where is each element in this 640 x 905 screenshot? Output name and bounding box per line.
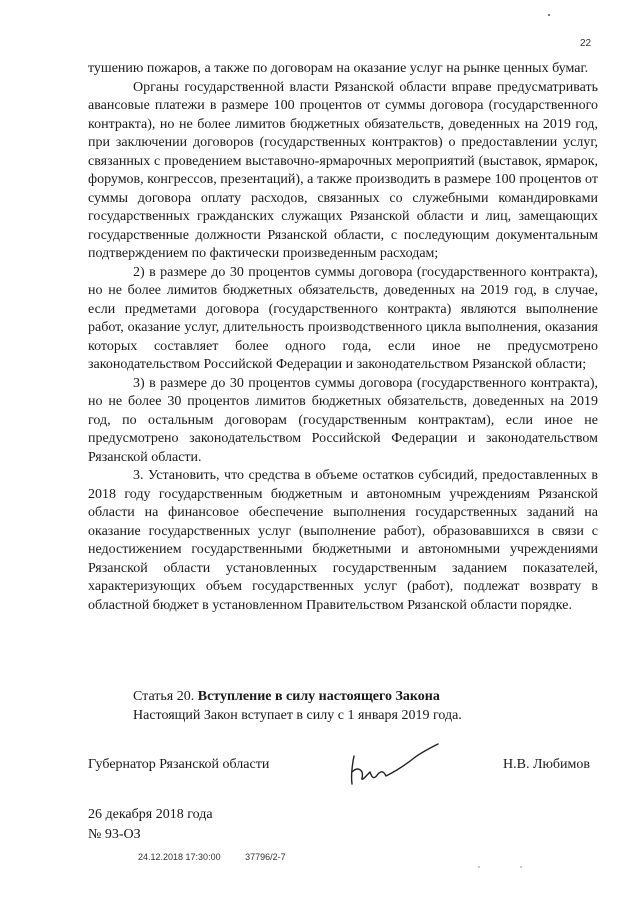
governor-name: Н.В. Любимов: [503, 757, 590, 772]
paragraph: Органы государственной власти Рязанской области вправе предусматривать авансовые платежи в размере 100 процентов от суммы договора (государственного контракта), но не более лимитов бюджетных обязательств, доведенных на 2019 год, при заключении договоров (государственных контрактов) о предоставлении услуг, связанных с проведением выставочно-ярмарочных мероприятий (выставок, ярмарок, форумов, конгрессов, презентаций), а также производить в размере 100 процентов от суммы договора оплату расходов, связанных со служебными командировками государственных гражданских служащих Рязанской области и лиц, замещающих государственные должности Рязанской области, с последующим документальным подтверждением по фактически произведенным расходам;: [88, 79, 598, 261]
scan-speck: [548, 14, 550, 16]
paragraph: 3. Установить, что средства в объеме остатков субсидий, предоставленных в 2018 году государственным бюджетным и автономным учреждениям Рязанской области на финансовое обеспечение выполнения государственных заданий на оказание государственных услуг (выполнение работ), образовавшихся в связи с недостижением государственными бюджетными и автономными учреждениями Рязанской области установленных государственным заданием показателей, характеризующих объем государственных услуг (работ), подлежат возврату в областной бюджет в установленном Правительством Рязанской области порядке.: [88, 468, 598, 613]
scan-speck: [478, 866, 480, 868]
footer-doc-id: 37796/2-7: [245, 852, 286, 862]
article-label: Статья 20.: [133, 689, 195, 704]
article-title: Вступление в силу настоящего Закона: [197, 689, 440, 704]
footer-stamp: [138, 852, 308, 862]
law-number: № 93-ОЗ: [88, 827, 141, 842]
article-text: Настоящий Закон вступает в силу с 1 января 2019 года.: [133, 708, 462, 723]
paragraph: тушению пожаров, а также по договорам на оказание услуг на рынке ценных бумаг.: [88, 61, 589, 76]
article-heading-line: [133, 687, 603, 706]
handwritten-signature: [342, 742, 442, 792]
document-body: [88, 60, 598, 615]
footer-timestamp: 24.12.2018 17:30:00: [138, 852, 221, 862]
article-20: [133, 687, 603, 725]
paragraph: 2) в размере до 30 процентов суммы договора (государственного контракта), но не более лимитов бюджетных обязательств, доведенных на 2019 год, в случае, если предметами договора (государственного контракта) являются выполнение работ, оказание услуг, длительность производственного цикла выполнения, оказания которых составляет более одного года, если иное не предусмотрено законодательством Российской Федерации и законодательством Рязанской области;: [88, 264, 598, 372]
governor-title: Губернатор Рязанской области: [88, 757, 270, 772]
paragraph: 3) в размере до 30 процентов суммы договора (государственного контракта), но не более 30 процентов лимитов бюджетных обязательств, доведенных на 2019 год, по остальным договорам (государственным контрактам), если иное не предусмотрено законодательством Российской Федерации и законодательством Рязанской области.: [88, 375, 598, 465]
signing-info: [88, 805, 213, 845]
page-number: 22: [580, 38, 592, 49]
signing-date: 26 декабря 2018 года: [88, 807, 213, 822]
scan-speck: [520, 866, 522, 868]
